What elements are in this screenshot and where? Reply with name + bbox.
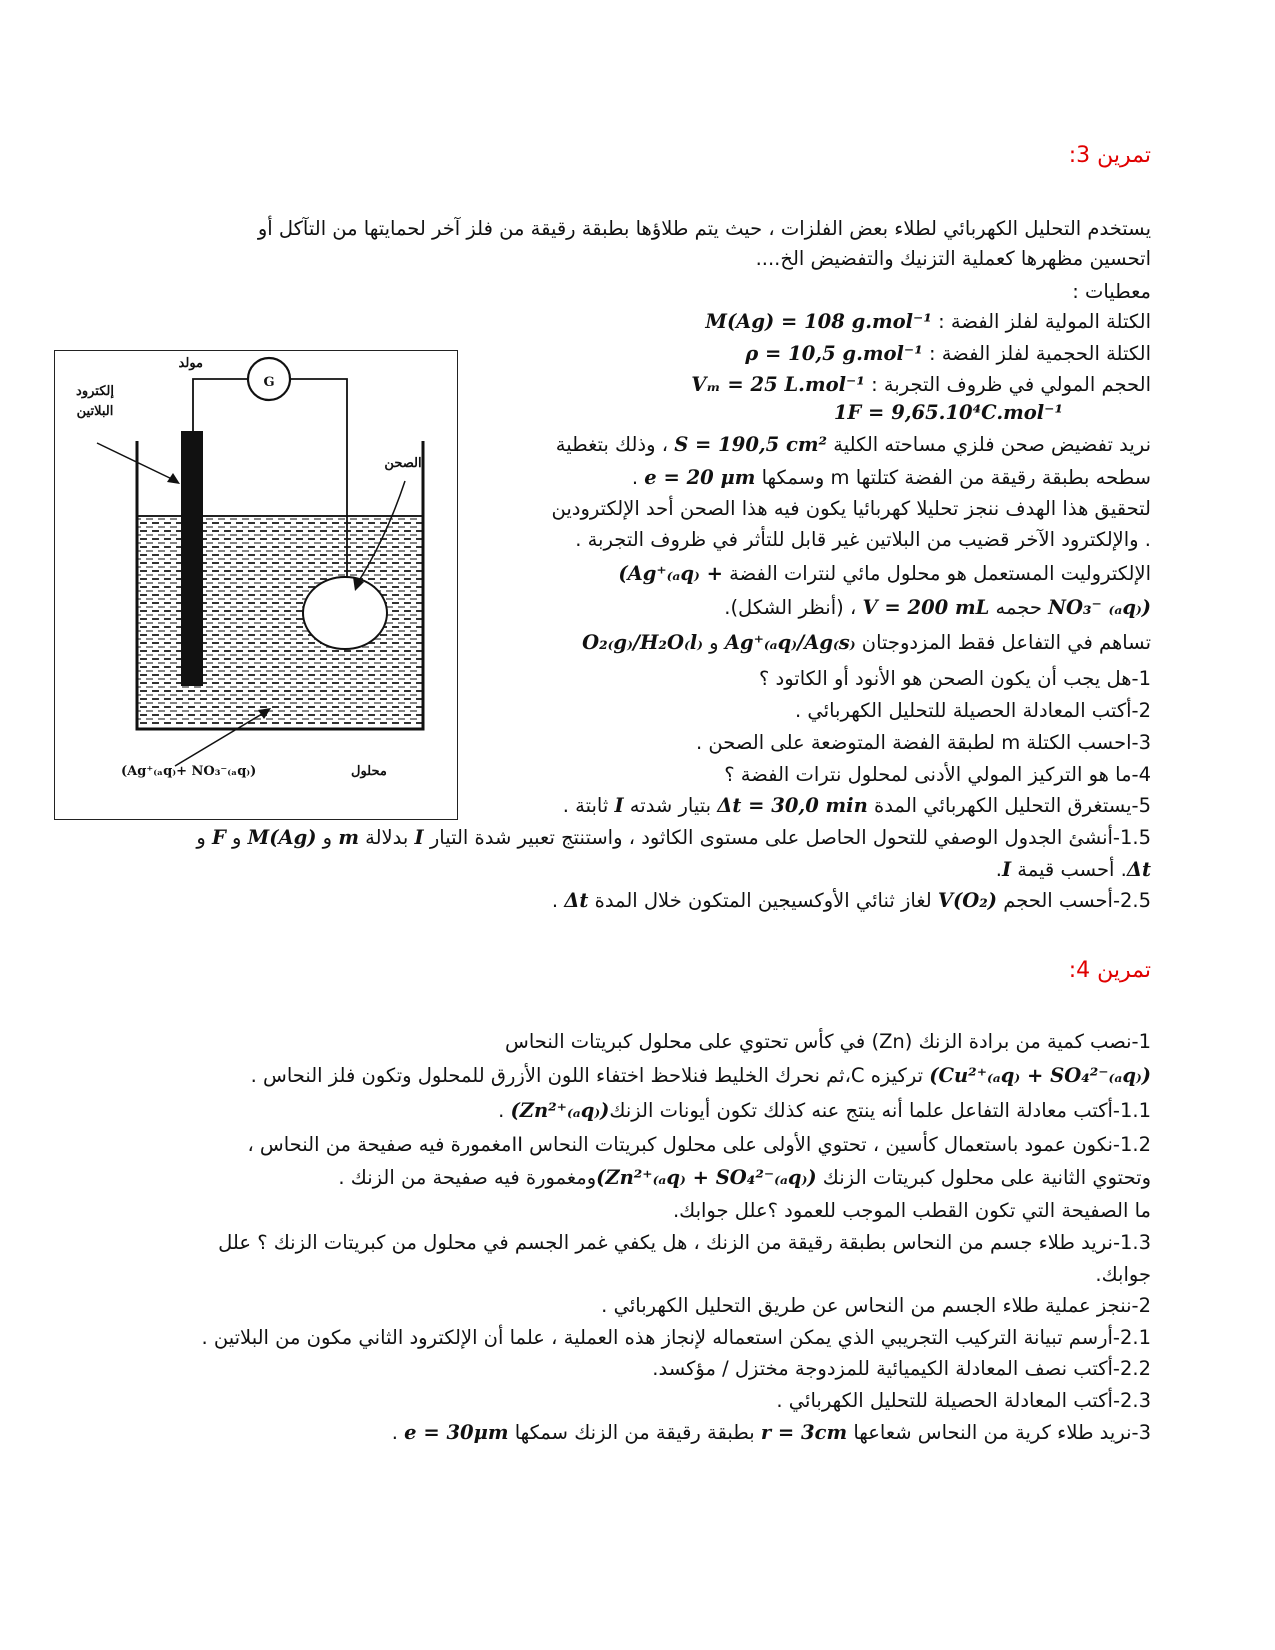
question-5-1-cont: Δt. أحسب قيمة I. — [995, 858, 1151, 881]
ex4-line-6: ما الصفيحة التي تكون القطب الموجب للعمود ؟علل جوابك. — [672, 1199, 1151, 1222]
exercise-3-heading: تمرين 3: — [1068, 143, 1151, 168]
ex4-line-4: 1.2-نكون عمود باستعمال كأسين ، تحتوي الأولى على محلول كبريتات النحاس IIمغمورة فيه صفيحة من النحاس ، — [247, 1133, 1151, 1156]
generator-label: مولد — [178, 356, 203, 371]
generator-symbol: G — [263, 375, 275, 390]
ex4-line-11: 2.2-أكتب نصف المعادلة الكيميائية للمزدوجة مختزل / مؤكسد. — [652, 1357, 1151, 1380]
electrolysis-diagram — [55, 351, 457, 819]
question-3: 3-احسب الكتلة m لطبقة الفضة المتوضعة على الصحن . — [696, 731, 1151, 754]
ex4-line-7: 1.3-نريد طلاء جسم من النحاس بطبقة رقيقة من الزنك ، هل يكفي غمر الجسم في محلول من كبريتات الزنك ؟ علل — [218, 1231, 1151, 1254]
given-molar-mass: الكتلة المولية لفلز الفضة : M(Ag) = 108 g.mol⁻¹ — [705, 310, 1151, 333]
question-5-2: 2.5-أحسب الحجم V(O₂) لغاز ثنائي الأوكسيجين المتكون خلال المدة Δt . — [551, 889, 1151, 912]
exercise-4-heading: تمرين 4: — [1068, 958, 1151, 983]
ex4-line-13: 3-نريد طلاء كرية من النحاس شعاعها r = 3cm بطبقة رقيقة من الزنك سمكها e = 30μm . — [391, 1421, 1151, 1444]
given-faraday: 1F = 9,65.10⁴C.mol⁻¹ — [833, 401, 1063, 424]
intro-line-1: يستخدم التحليل الكهربائي لطلاء بعض الفلزات ، حيث يتم طلاؤها بطبقة رقيقة من فلز آخر لحمايتها من التآكل أو — [257, 217, 1151, 240]
ex4-line-3: 1.1-أكتب معادلة التفاعل علما أنه ينتج عنه كذلك تكون أيونات الزنك(Zn²⁺₍ₐq₎) . — [498, 1099, 1151, 1122]
ex4-line-1: 1-نصب كمية من برادة الزنك (Zn) في كأس تحتوي على محلول كبريتات النحاس — [505, 1030, 1151, 1053]
given-density: الكتلة الحجمية لفلز الفضة : ρ = 10,5 g.mol⁻¹ — [745, 342, 1151, 365]
beaker — [137, 441, 423, 729]
plate-label: الصحن — [384, 456, 422, 471]
givens-title: معطيات : — [1072, 280, 1151, 303]
ex4-line-12: 2.3-أكتب المعادلة الحصيلة للتحليل الكهربائي . — [776, 1389, 1151, 1412]
electrode-label-1: إلكترود — [76, 384, 114, 399]
question-1: 1-هل يجب أن يكون الصحن هو الأنود أو الكاتود ؟ — [758, 667, 1151, 690]
solution-label: محلول — [351, 764, 387, 779]
question-5-1: 1.5-أنشئ الجدول الوصفي للتحول الحاصل على مستوى الكاثود ، واستنتج تعبير شدة التيار I بدلالة m و M(Ag) و F و — [196, 826, 1151, 849]
given-molar-volume: الحجم المولي في ظروف التجربة : Vₘ = 25 L.mol⁻¹ — [691, 373, 1151, 396]
ex4-line-10: 2.1-أرسم تبيانة التركيب التجريبي الذي يمكن استعماله لإنجاز هذه العملية ، علما أن الإلكترود الثاني مكون من البلاتين . — [201, 1326, 1151, 1349]
ex4-line-5: وتحتوي الثانية على محلول كبريتات الزنك (Zn²⁺₍ₐq₎ + SO₄²⁻₍ₐq₎)ومغمورة فيه صفيحة من الزنك . — [338, 1166, 1151, 1189]
wire-left — [193, 379, 247, 431]
question-5: 5-يستغرق التحليل الكهربائي المدة Δt = 30,0 min بتيار شدته I ثابتة . — [562, 794, 1151, 817]
platinum-electrode — [181, 431, 203, 686]
question-2: 2-أكتب المعادلة الحصيلة للتحليل الكهربائي . — [795, 699, 1151, 722]
electrode-label-2: البلاتين — [76, 404, 114, 419]
intro-line-2: اتحسين مظهرها كعملية التزنيك والتفضيض الخ.... — [755, 247, 1151, 270]
question-4: 4-ما هو التركيز المولي الأدنى لمحلول نترات الفضة ؟ — [724, 763, 1151, 786]
body-line-6: NO₃⁻ ₍ₐq₎) حجمه V = 200 mL ، (أنظر الشكل). — [724, 596, 1151, 619]
body-line-7: تساهم في التفاعل فقط المزدوجتان Ag⁺₍ₐq₎/Ag₍s₎ و O₂₍g₎/H₂O₍l₎ — [582, 631, 1151, 654]
body-line-3: لتحقيق هذا الهدف ننجز تحليلا كهربائيا يكون فيه هذا الصحن أحد الإلكترودين — [551, 497, 1151, 520]
electrolysis-figure — [54, 350, 458, 820]
body-line-1: نريد تفضيض صحن فلزي مساحته الكلية S = 190,5 cm² ، وذلك بتغطية — [555, 433, 1151, 456]
ex4-line-9: 2-ننجز عملية طلاء الجسم من النحاس عن طريق التحليل الكهربائي . — [601, 1294, 1151, 1317]
body-line-2: سطحه بطبقة رقيقة من الفضة كتلتها m وسمكها e = 20 μm . — [631, 466, 1151, 489]
solution-formula: (Ag⁺₍ₐq₎+ NO₃⁻₍ₐq₎) — [121, 764, 257, 779]
ex4-line-8: جوابك. — [1095, 1263, 1151, 1286]
ex4-line-2: (Cu²⁺₍ₐq₎ + SO₄²⁻₍ₐq₎) تركيزه C،ثم نحرك الخليط فنلاحظ اختفاء اللون الأزرق للمحلول وتكون فلز النحاس . — [250, 1064, 1151, 1087]
body-line-5: الإلكتروليت المستعمل هو محلول مائي لنترات الفضة (Ag⁺₍ₐq₎ + — [618, 562, 1151, 585]
plate — [303, 577, 387, 649]
body-line-4: . والإلكترود الآخر قضيب من البلاتين غير قابل للتأثر في ظروف التجربة . — [575, 528, 1151, 551]
